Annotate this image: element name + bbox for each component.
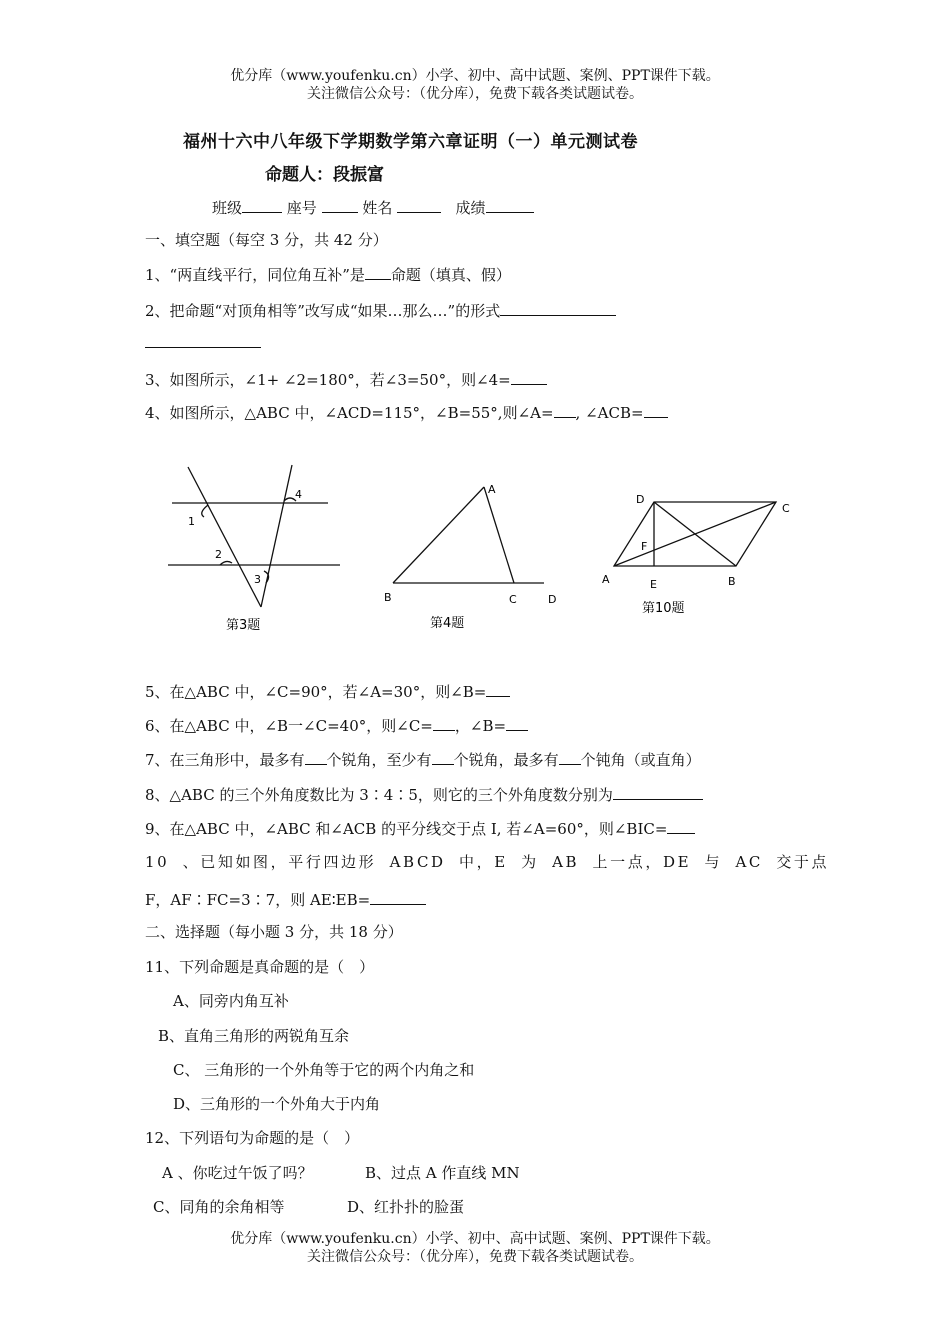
q12-option-a: A 、你吃过午饭了吗？ <box>162 1164 313 1182</box>
q11-option-a: A、同旁内角互补 <box>173 992 289 1010</box>
question-1 <box>145 264 511 285</box>
q4-blank-b <box>644 402 668 418</box>
name-blank <box>397 197 441 213</box>
question-2 <box>145 300 616 321</box>
section-1-heading: 一、填空题（每空 3 分，共 42 分） <box>145 231 388 249</box>
fig10-caption: 第10题 <box>642 601 685 616</box>
q8-blank <box>613 784 703 800</box>
question-11-stem: 11、下列命题是真命题的是（ ） <box>145 958 375 976</box>
class-label: 班级 <box>212 199 243 217</box>
figure-3 <box>160 455 350 635</box>
fig3-angle1-arc <box>202 505 208 517</box>
q5-text: 5、在△ABC 中，∠C=90°，若∠A=30°，则∠B= <box>145 683 487 701</box>
q8-text: 8、△ABC 的三个外角度数比为 3∶4∶5，则它的三个外角度数分别为 <box>145 786 613 804</box>
figure-4 <box>378 475 558 635</box>
q10-blank <box>370 889 426 905</box>
q3-text: 3、如图所示，∠1+ ∠2=180°，若∠3=50°，则∠4= <box>145 371 511 389</box>
question-2-continuation <box>145 332 261 353</box>
footer-line-2: 关注微信公众号：（优分库），免费下载各类试题试卷。 <box>307 1249 643 1265</box>
fig4-side-ac <box>484 487 514 583</box>
fig10-label-E: E <box>650 578 657 591</box>
fig10-label-A: A <box>602 573 610 586</box>
question-6 <box>145 715 528 736</box>
q9-text: 9、在△ABC 中，∠ABC 和∠ACB 的平分线交于点 I, 若∠A=60°，则∠BIC= <box>145 820 668 838</box>
name-label: 姓名 <box>362 199 393 217</box>
header-line-2: 关注微信公众号：（优分库），免费下载各类试题试卷。 <box>307 86 643 102</box>
q3-blank <box>511 369 547 385</box>
author: 命题人：段振富 <box>265 165 384 185</box>
q6-blank-a <box>433 715 455 731</box>
q2-text: 2、把命题“对顶角相等”改写成“如果…那么…”的形式 <box>145 302 501 320</box>
info-line <box>212 197 534 218</box>
q2-blank <box>500 300 616 316</box>
fig10-label-C: C <box>782 502 790 515</box>
fig3-label-1: 1 <box>188 515 195 528</box>
fig10-diagonal-db <box>654 502 736 566</box>
fig4-label-C: C <box>509 593 517 606</box>
fig3-label-4: 4 <box>295 488 302 501</box>
fig4-label-D: D <box>548 593 557 606</box>
q7-blank-b <box>432 749 454 765</box>
q11-option-b: B、直角三角形的两锐角互余 <box>158 1027 350 1045</box>
q7-text-b: 个锐角，至少有 <box>326 751 432 769</box>
q7-blank-a <box>305 749 327 765</box>
question-4 <box>145 402 668 423</box>
q7-text-c: 个锐角，最多有 <box>453 751 559 769</box>
fig3-caption: 第3题 <box>226 618 261 633</box>
fig3-transversal-right <box>261 465 292 607</box>
fig4-caption: 第4题 <box>430 616 465 631</box>
score-label: 成绩 <box>455 199 486 217</box>
fig10-label-D: D <box>636 493 645 506</box>
q11-option-c: C、 三角形的一个外角等于它的两个内角之和 <box>173 1061 475 1079</box>
fig3-transversal-left <box>188 467 261 607</box>
fig4-label-A: A <box>488 483 496 496</box>
q1-text-b: 命题（填真、假） <box>390 266 511 284</box>
q6-text-a: 6、在△ABC 中，∠B一∠C=40°，则∠C= <box>145 717 433 735</box>
q12-option-c: C、同角的余角相等 <box>153 1198 285 1216</box>
fig3-label-2: 2 <box>215 548 222 561</box>
question-9 <box>145 818 695 839</box>
q1-text-a: 1、“两直线平行，同位角互补”是 <box>145 266 365 284</box>
q2-blank-2 <box>145 332 261 348</box>
score-blank <box>486 197 534 213</box>
q7-text-a: 7、在三角形中，最多有 <box>145 751 305 769</box>
section-2-heading: 二、选择题（每小题 3 分，共 18 分） <box>145 923 403 941</box>
q12-option-b: B、过点 A 作直线 MN <box>365 1164 520 1182</box>
q6-text-b: ，∠B= <box>454 717 507 735</box>
seat-label: 座号 <box>286 199 317 217</box>
q1-blank <box>365 264 391 280</box>
fig4-label-B: B <box>384 591 392 604</box>
question-8 <box>145 784 703 805</box>
fig4-side-ba <box>393 487 484 583</box>
question-7 <box>145 749 701 770</box>
question-10: 10 、已知如图，平行四边形 ABCD 中，E 为 AB 上一点，DE 与 AC 交于点 <box>145 853 830 871</box>
q4-blank-a <box>554 402 576 418</box>
question-12-stem: 12、下列语句为命题的是（ ） <box>145 1129 360 1147</box>
q5-blank <box>486 681 510 697</box>
q7-text-d: 个钝角（或直角） <box>580 751 701 769</box>
seat-blank <box>322 197 358 213</box>
fig10-label-F: F <box>641 540 648 553</box>
q10-text-b: F，AF∶FC=3∶7，则 AE∶EB= <box>145 891 371 909</box>
question-5 <box>145 681 510 702</box>
q6-blank-b <box>506 715 528 731</box>
question-10-continuation <box>145 889 426 910</box>
fig3-label-3: 3 <box>254 573 261 586</box>
page-title: 福州十六中八年级下学期数学第六章证明（一）单元测试卷 <box>183 132 638 152</box>
q9-blank <box>667 818 695 834</box>
header-line-1: 优分库（www.youfenku.cn）小学、初中、高中试题、案例、PPT课件下载。 <box>230 68 720 84</box>
question-3 <box>145 369 547 390</box>
q7-blank-c <box>559 749 581 765</box>
class-blank <box>242 197 282 213</box>
q4-text-b: , ∠ACB= <box>575 404 644 422</box>
q4-text-a: 4、如图所示，△ABC 中，∠ACD=115°，∠B=55°,则∠A= <box>145 404 554 422</box>
q12-option-d: D、红扑扑的脸蛋 <box>347 1198 465 1216</box>
q11-option-d: D、三角形的一个外角大于内角 <box>173 1095 381 1113</box>
fig10-label-B: B <box>728 575 736 588</box>
footer-line-1: 优分库（www.youfenku.cn）小学、初中、高中试题、案例、PPT课件下载。 <box>230 1231 720 1247</box>
figure-10 <box>596 488 806 623</box>
